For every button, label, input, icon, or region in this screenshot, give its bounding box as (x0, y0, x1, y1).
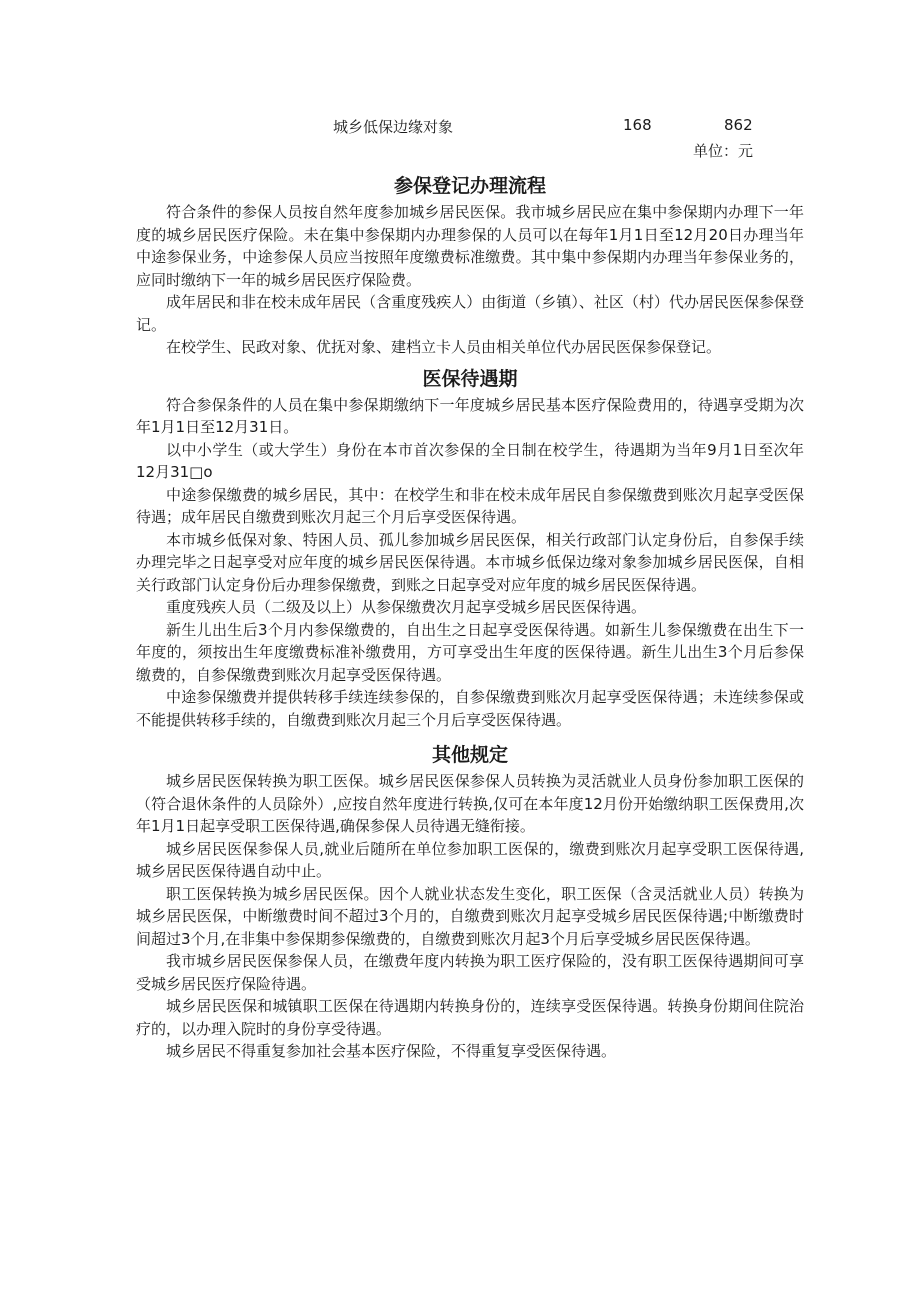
section-registration (136, 174, 804, 359)
section-title: 参保登记办理流程 (393, 175, 546, 197)
table-row-value-1: 168 (623, 116, 652, 134)
paragraph: 符合条件的参保人员按自然年度参加城乡居民医保。我市城乡居民应在集中参保期内办理下一年度的城乡居民医疗保险。未在集中参保期内办理参保的人员可以在每年1月1日至12月20日办理当年中途参保业务，中途参保人员应当按照年度缴费标准缴费。其中集中参保期内办理当年参保业务的，应同时缴纳下一年的城乡居民医疗保险费。 (136, 203, 804, 289)
paragraph: 城乡居民不得重复参加社会基本医疗保险，不得重复享受医保待遇。 (166, 1042, 617, 1060)
paragraph: 中途参保缴费并提供转移手续连续参保的，自参保缴费到账次月起享受医保待遇；未连续参保或不能提供转移手续的，自缴费到账次月起三个月后享受医保待遇。 (136, 688, 804, 729)
unit-label: 单位：元 (692, 142, 753, 160)
section-other-rules (136, 743, 804, 1063)
paragraph: 本市城乡低保对象、特困人员、孤儿参加城乡居民医保，相关行政部门认定身份后，自参保手续办理完毕之日起享受对应年度的城乡居民医保待遇。本市城乡低保边缘对象参加城乡居民医保，自相关行政部门认定身份后办理参保缴费，到账之日起享受对应年度的城乡居民医保待遇。 (136, 530, 804, 594)
paragraph: 重度残疾人员（二级及以上）从参保缴费次月起享受城乡居民医保待遇。 (166, 598, 647, 616)
paragraph: 城乡居民医保转换为职工医保。城乡居民医保参保人员转换为灵活就业人员身份参加职工医保的（符合退休条件的人员除外）,应按自然年度进行转换,仅可在本年度12月份开始缴纳职工医保费用,次年1月1日起享受职工医保待遇,确保参保人员待遇无缝衔接。 (136, 772, 804, 835)
table-row-value-2: 862 (724, 116, 753, 134)
document-body (136, 170, 804, 1063)
paragraph: 符合参保条件的人员在集中参保期缴纳下一年度城乡居民基本医疗保险费用的，待遇享受期为次年1月1日至12月31日。 (136, 395, 804, 436)
paragraph: 以中小学生（或大学生）身份在本市首次参保的全日制在校学生，待遇期为当年9月1日至次年12月31□o (136, 440, 804, 481)
section-title: 其他规定 (431, 744, 508, 766)
paragraph: 成年居民和非在校未成年居民（含重度残疾人）由街道（乡镇）、社区（村）代办居民医保参保登记。 (136, 293, 804, 334)
paragraph: 在校学生、民政对象、优抚对象、建档立卡人员由相关单位代办居民医保参保登记。 (166, 338, 722, 356)
table-row-label: 城乡低保边缘对象 (333, 118, 454, 136)
paragraph: 新生儿出生后3个月内参保缴费的，自出生之日起享受医保待遇。如新生儿参保缴费在出生下一年度的，须按出生年度缴费标准补缴费用，方可享受出生年度的医保待遇。新生儿出生3个月后参保缴费的，自参保缴费到账次月起享受医保待遇。 (136, 620, 804, 684)
paragraph: 我市城乡居民医保参保人员，在缴费年度内转换为职工医疗保险的，没有职工医保待遇期间可享受城乡居民医疗保险待遇。 (136, 952, 804, 993)
table-row (0, 116, 920, 136)
section-title: 医保待遇期 (422, 367, 518, 390)
paragraph: 城乡居民医保参保人员,就业后随所在单位参加职工医保的，缴费到账次月起享受职工医保待遇,城乡居民医保待遇自动中止。 (136, 839, 804, 880)
paragraph: 城乡居民医保和城镇职工医保在待遇期内转换身份的，连续享受医保待遇。转换身份期间住院治疗的，以办理入院时的身份享受待遇。 (136, 997, 804, 1038)
section-benefit-period (136, 367, 804, 732)
paragraph: 中途参保缴费的城乡居民，其中：在校学生和非在校未成年居民自参保缴费到账次月起享受医保待遇；成年居民自缴费到账次月起三个月后享受医保待遇。 (136, 485, 804, 526)
paragraph: 职工医保转换为城乡居民医保。因个人就业状态发生变化，职工医保（含灵活就业人员）转换为城乡居民医保，中断缴费时间不超过3个月的，自缴费到账次月起享受城乡居民医保待遇;中断缴费时间超过3个月,在非集中参保期参保缴费的，自缴费到账次月起3个月后享受城乡居民医保待遇。 (136, 884, 804, 948)
